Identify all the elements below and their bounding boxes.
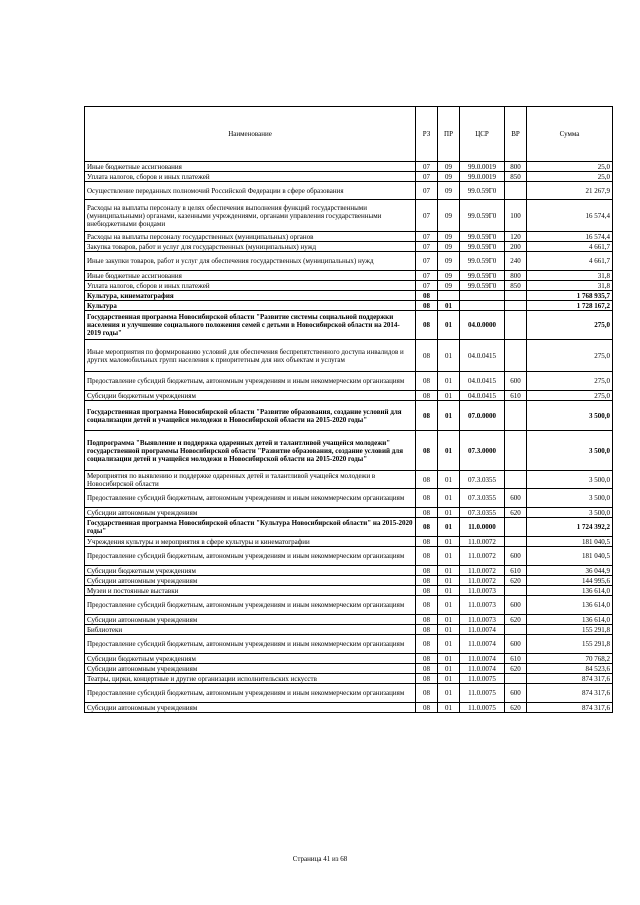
cell-name: Иные бюджетные ассигнования (85, 271, 416, 281)
cell-sum: 136 614,0 (527, 596, 613, 615)
cell-rz: 08 (416, 674, 438, 684)
table-row (85, 654, 613, 664)
cell-vr (505, 625, 527, 635)
cell-name: Предоставление субсидий бюджетным, автономным учреждениям и иным некоммерческим организациям (85, 372, 416, 391)
cell-name: Закупка товаров, работ и услуг для государственных (муниципальных) нужд (85, 242, 416, 252)
cell-csr: 07.3.0000 (460, 431, 505, 471)
cell-vr: 200 (505, 242, 527, 252)
cell-csr: 99.0.59Г0 (460, 242, 505, 252)
table-row (85, 311, 613, 340)
table-row (85, 291, 613, 301)
cell-name: Уплата налогов, сборов и иных платежей (85, 172, 416, 182)
cell-name: Библиотеки (85, 625, 416, 635)
cell-vr: 800 (505, 162, 527, 172)
cell-pr: 01 (438, 518, 460, 537)
cell-rz: 08 (416, 311, 438, 340)
cell-pr: 01 (438, 391, 460, 401)
cell-name: Государственная программа Новосибирской области "Развитие системы социальной поддержки населения и улучшение социального положения семей с детьми в Новосибирской области на 2014-2019 годы" (85, 311, 416, 340)
cell-sum: 3 500,0 (527, 489, 613, 508)
cell-vr (505, 401, 527, 431)
cell-name: Субсидии автономным учреждениям (85, 664, 416, 674)
table-row (85, 586, 613, 596)
cell-rz: 08 (416, 372, 438, 391)
table-row (85, 271, 613, 281)
cell-name: Иные закупки товаров, работ и услуг для обеспечения государственных (муниципальных) нужд (85, 252, 416, 271)
cell-rz: 07 (416, 162, 438, 172)
cell-name: Культура, кинематография (85, 291, 416, 301)
cell-pr: 01 (438, 654, 460, 664)
cell-rz: 08 (416, 431, 438, 471)
cell-sum: 3 500,0 (527, 431, 613, 471)
cell-vr: 600 (505, 596, 527, 615)
cell-csr: 07.3.0355 (460, 489, 505, 508)
cell-rz: 08 (416, 537, 438, 547)
cell-vr: 240 (505, 252, 527, 271)
cell-sum: 1 724 392,2 (527, 518, 613, 537)
cell-rz: 08 (416, 391, 438, 401)
table-row (85, 200, 613, 232)
cell-vr: 600 (505, 547, 527, 566)
table-row (85, 431, 613, 471)
cell-rz: 07 (416, 281, 438, 291)
cell-sum: 181 040,5 (527, 547, 613, 566)
cell-rz: 07 (416, 232, 438, 242)
cell-pr: 01 (438, 301, 460, 311)
cell-csr: 11.0.0072 (460, 537, 505, 547)
table-row (85, 703, 613, 713)
cell-csr: 11.0.0072 (460, 566, 505, 576)
cell-csr: 11.0.0074 (460, 635, 505, 654)
cell-sum: 136 614,0 (527, 586, 613, 596)
cell-pr: 09 (438, 162, 460, 172)
cell-csr: 11.0.0072 (460, 576, 505, 586)
cell-rz: 08 (416, 664, 438, 674)
cell-rz: 08 (416, 518, 438, 537)
cell-vr (505, 311, 527, 340)
cell-sum: 181 040,5 (527, 537, 613, 547)
cell-sum: 84 523,6 (527, 664, 613, 674)
cell-pr: 01 (438, 566, 460, 576)
cell-name: Культура (85, 301, 416, 311)
cell-sum: 144 995,6 (527, 576, 613, 586)
cell-rz: 08 (416, 684, 438, 703)
cell-rz: 08 (416, 489, 438, 508)
cell-csr: 11.0.0073 (460, 596, 505, 615)
cell-pr: 01 (438, 537, 460, 547)
cell-sum: 70 768,2 (527, 654, 613, 664)
cell-rz: 08 (416, 547, 438, 566)
cell-name: Предоставление субсидий бюджетным, автономным учреждениям и иным некоммерческим организациям (85, 596, 416, 615)
cell-sum: 3 500,0 (527, 471, 613, 489)
cell-pr: 09 (438, 200, 460, 232)
cell-pr: 01 (438, 664, 460, 674)
cell-pr: 01 (438, 372, 460, 391)
cell-rz: 07 (416, 172, 438, 182)
cell-vr: 120 (505, 232, 527, 242)
cell-csr: 07.3.0355 (460, 508, 505, 518)
cell-vr (505, 291, 527, 301)
cell-rz: 07 (416, 182, 438, 200)
cell-csr: 11.0.0000 (460, 518, 505, 537)
cell-name: Субсидии автономным учреждениям (85, 508, 416, 518)
cell-csr: 04.0.0415 (460, 391, 505, 401)
cell-rz: 08 (416, 508, 438, 518)
cell-pr: 01 (438, 508, 460, 518)
cell-name: Музеи и постоянные выставки (85, 586, 416, 596)
cell-rz: 08 (416, 703, 438, 713)
cell-sum: 21 267,9 (527, 182, 613, 200)
cell-sum: 31,8 (527, 281, 613, 291)
cell-sum: 275,0 (527, 372, 613, 391)
cell-vr (505, 674, 527, 684)
cell-name: Субсидии бюджетным учреждениям (85, 654, 416, 664)
cell-sum: 1 728 167,2 (527, 301, 613, 311)
cell-name: Субсидии бюджетным учреждениям (85, 566, 416, 576)
cell-pr: 01 (438, 674, 460, 684)
cell-vr: 620 (505, 664, 527, 674)
cell-vr: 620 (505, 508, 527, 518)
cell-sum: 275,0 (527, 391, 613, 401)
header-vr: ВР (505, 107, 527, 162)
cell-rz: 07 (416, 242, 438, 252)
cell-sum: 3 500,0 (527, 508, 613, 518)
cell-vr: 620 (505, 703, 527, 713)
cell-vr: 850 (505, 281, 527, 291)
cell-vr: 600 (505, 372, 527, 391)
table-row (85, 162, 613, 172)
cell-rz: 08 (416, 401, 438, 431)
cell-name: Иные мероприятия по формированию условий для обеспечения беспрепятственного доступа инвалидов и других маломобильных групп населения к приоритетным для них объектам и услугам (85, 340, 416, 372)
cell-pr: 01 (438, 625, 460, 635)
cell-pr: 01 (438, 576, 460, 586)
cell-sum: 4 661,7 (527, 242, 613, 252)
cell-csr (460, 291, 505, 301)
cell-name: Предоставление субсидий бюджетным, автономным учреждениям и иным некоммерческим организациям (85, 547, 416, 566)
table-row (85, 340, 613, 372)
cell-pr: 01 (438, 489, 460, 508)
cell-pr: 01 (438, 311, 460, 340)
cell-name: Расходы на выплаты персоналу в целях обеспечения выполнения функций государственными (муниципальными) органами, казенными учреждениями, органами управления государственными внебюджетными фондами (85, 200, 416, 232)
table-row (85, 566, 613, 576)
cell-rz: 08 (416, 635, 438, 654)
cell-rz: 08 (416, 471, 438, 489)
table-row (85, 252, 613, 271)
cell-name: Подпрограмма "Выявление и поддержка одаренных детей и талантливой учащейся молодежи" государственной программы Новосибирской области "Развитие образования, создание условий для социализации детей и учащейся молодежи в Новосибирской области на 2015-2020 годы" (85, 431, 416, 471)
table-row (85, 242, 613, 252)
cell-vr: 620 (505, 615, 527, 625)
table-row (85, 596, 613, 615)
cell-vr: 600 (505, 684, 527, 703)
cell-sum: 874 317,6 (527, 674, 613, 684)
table-row (85, 401, 613, 431)
table-row (85, 635, 613, 654)
cell-pr: 01 (438, 615, 460, 625)
header-sum: Сумма (527, 107, 613, 162)
cell-sum: 136 614,0 (527, 615, 613, 625)
cell-sum: 1 768 935,7 (527, 291, 613, 301)
cell-name: Субсидии автономным учреждениям (85, 576, 416, 586)
table-row (85, 625, 613, 635)
cell-csr: 04.0.0415 (460, 372, 505, 391)
cell-csr: 04.0.0415 (460, 340, 505, 372)
table-header-row (85, 107, 613, 162)
cell-name: Учреждения культуры и мероприятия в сфере культуры и кинематографии (85, 537, 416, 547)
cell-csr: 11.0.0073 (460, 615, 505, 625)
table-row (85, 172, 613, 182)
cell-csr: 11.0.0075 (460, 674, 505, 684)
cell-vr (505, 301, 527, 311)
table-row (85, 489, 613, 508)
table-row (85, 684, 613, 703)
cell-csr: 11.0.0075 (460, 684, 505, 703)
cell-sum: 155 291,8 (527, 625, 613, 635)
cell-sum: 16 574,4 (527, 200, 613, 232)
header-csr: ЦСР (460, 107, 505, 162)
table-row (85, 664, 613, 674)
cell-name: Государственная программа Новосибирской области "Развитие образования, создание условий для социализации детей и учащейся молодежи в Новосибирской области на 2015-2020 годы" (85, 401, 416, 431)
cell-csr: 99.0.59Г0 (460, 182, 505, 200)
cell-pr: 01 (438, 431, 460, 471)
cell-rz: 08 (416, 654, 438, 664)
table-row (85, 674, 613, 684)
page-number: Страница 41 из 68 (292, 855, 348, 863)
cell-name: Расходы на выплаты персоналу государственных (муниципальных) органов (85, 232, 416, 242)
cell-vr: 850 (505, 172, 527, 182)
table-row (85, 232, 613, 242)
cell-csr: 11.0.0074 (460, 664, 505, 674)
cell-vr: 600 (505, 635, 527, 654)
cell-rz: 08 (416, 586, 438, 596)
cell-csr (460, 301, 505, 311)
cell-pr: 01 (438, 596, 460, 615)
table-row (85, 301, 613, 311)
cell-name: Иные бюджетные ассигнования (85, 162, 416, 172)
cell-pr: 01 (438, 401, 460, 431)
cell-sum: 3 500,0 (527, 401, 613, 431)
table-row (85, 508, 613, 518)
cell-rz: 08 (416, 615, 438, 625)
cell-vr: 610 (505, 391, 527, 401)
cell-vr: 610 (505, 566, 527, 576)
cell-pr: 01 (438, 471, 460, 489)
cell-sum: 155 291,8 (527, 635, 613, 654)
cell-vr: 100 (505, 200, 527, 232)
cell-vr (505, 471, 527, 489)
cell-sum: 874 317,6 (527, 684, 613, 703)
header-name: Наименование (85, 107, 416, 162)
cell-pr: 01 (438, 703, 460, 713)
cell-pr: 09 (438, 252, 460, 271)
cell-csr: 99.0.59Г0 (460, 252, 505, 271)
table-row (85, 537, 613, 547)
table-row (85, 391, 613, 401)
cell-sum: 275,0 (527, 311, 613, 340)
cell-pr: 01 (438, 547, 460, 566)
cell-csr: 07.3.0355 (460, 471, 505, 489)
cell-vr (505, 431, 527, 471)
table-row (85, 615, 613, 625)
cell-pr: 01 (438, 635, 460, 654)
cell-csr: 11.0.0072 (460, 547, 505, 566)
cell-rz: 07 (416, 252, 438, 271)
cell-pr: 09 (438, 281, 460, 291)
cell-sum: 16 574,4 (527, 232, 613, 242)
cell-rz: 07 (416, 271, 438, 281)
budget-table-container (84, 106, 612, 713)
table-body (85, 162, 613, 713)
cell-pr: 09 (438, 172, 460, 182)
header-pr: ПР (438, 107, 460, 162)
cell-sum: 25,0 (527, 162, 613, 172)
cell-name: Государственная программа Новосибирской области "Культура Новосибирской области" на 2015-2020 годы" (85, 518, 416, 537)
cell-csr: 11.0.0074 (460, 654, 505, 664)
cell-csr: 99.0.59Г0 (460, 281, 505, 291)
table-row (85, 372, 613, 391)
cell-vr: 600 (505, 489, 527, 508)
cell-name: Субсидии бюджетным учреждениям (85, 391, 416, 401)
cell-csr: 99.0.0019 (460, 172, 505, 182)
cell-name: Уплата налогов, сборов и иных платежей (85, 281, 416, 291)
cell-name: Субсидии автономным учреждениям (85, 615, 416, 625)
cell-name: Театры, цирки, концертные и другие организации исполнительских искусств (85, 674, 416, 684)
cell-sum: 25,0 (527, 172, 613, 182)
cell-sum: 36 044,9 (527, 566, 613, 576)
table-row (85, 576, 613, 586)
table-row (85, 281, 613, 291)
cell-csr: 07.0.0000 (460, 401, 505, 431)
cell-csr: 11.0.0073 (460, 586, 505, 596)
cell-rz: 08 (416, 576, 438, 586)
cell-vr (505, 340, 527, 372)
cell-pr: 01 (438, 586, 460, 596)
cell-pr: 01 (438, 340, 460, 372)
cell-vr: 620 (505, 576, 527, 586)
table-row (85, 471, 613, 489)
cell-pr: 01 (438, 684, 460, 703)
cell-rz: 08 (416, 340, 438, 372)
table-row (85, 182, 613, 200)
cell-rz: 08 (416, 625, 438, 635)
cell-csr: 99.0.59Г0 (460, 200, 505, 232)
cell-csr: 99.0.59Г0 (460, 271, 505, 281)
header-rz: РЗ (416, 107, 438, 162)
cell-sum: 4 661,7 (527, 252, 613, 271)
cell-sum: 31,8 (527, 271, 613, 281)
cell-vr (505, 182, 527, 200)
cell-vr (505, 586, 527, 596)
cell-vr: 610 (505, 654, 527, 664)
cell-pr (438, 291, 460, 301)
cell-rz: 08 (416, 566, 438, 576)
cell-csr: 11.0.0074 (460, 625, 505, 635)
cell-name: Субсидии автономным учреждениям (85, 703, 416, 713)
cell-rz: 08 (416, 291, 438, 301)
budget-table (84, 106, 613, 713)
cell-pr: 09 (438, 242, 460, 252)
table-row (85, 547, 613, 566)
cell-name: Предоставление субсидий бюджетным, автономным учреждениям и иным некоммерческим организациям (85, 635, 416, 654)
cell-vr (505, 518, 527, 537)
cell-pr: 09 (438, 271, 460, 281)
cell-rz: 08 (416, 596, 438, 615)
cell-csr: 99.0.0019 (460, 162, 505, 172)
cell-sum: 275,0 (527, 340, 613, 372)
cell-name: Осуществление переданных полномочий Российской Федерации в сфере образования (85, 182, 416, 200)
cell-vr: 800 (505, 271, 527, 281)
cell-pr: 09 (438, 182, 460, 200)
cell-rz: 08 (416, 301, 438, 311)
cell-sum: 874 317,6 (527, 703, 613, 713)
cell-name: Предоставление субсидий бюджетным, автономным учреждениям и иным некоммерческим организациям (85, 684, 416, 703)
cell-pr: 09 (438, 232, 460, 242)
cell-csr: 04.0.0000 (460, 311, 505, 340)
cell-csr: 11.0.0075 (460, 703, 505, 713)
cell-vr (505, 537, 527, 547)
cell-rz: 07 (416, 200, 438, 232)
cell-name: Мероприятия по выявлению и поддержке одаренных детей и талантливой учащейся молодежи в Новосибирской области (85, 471, 416, 489)
table-row (85, 518, 613, 537)
cell-csr: 99.0.59Г0 (460, 232, 505, 242)
cell-name: Предоставление субсидий бюджетным, автономным учреждениям и иным некоммерческим организациям (85, 489, 416, 508)
